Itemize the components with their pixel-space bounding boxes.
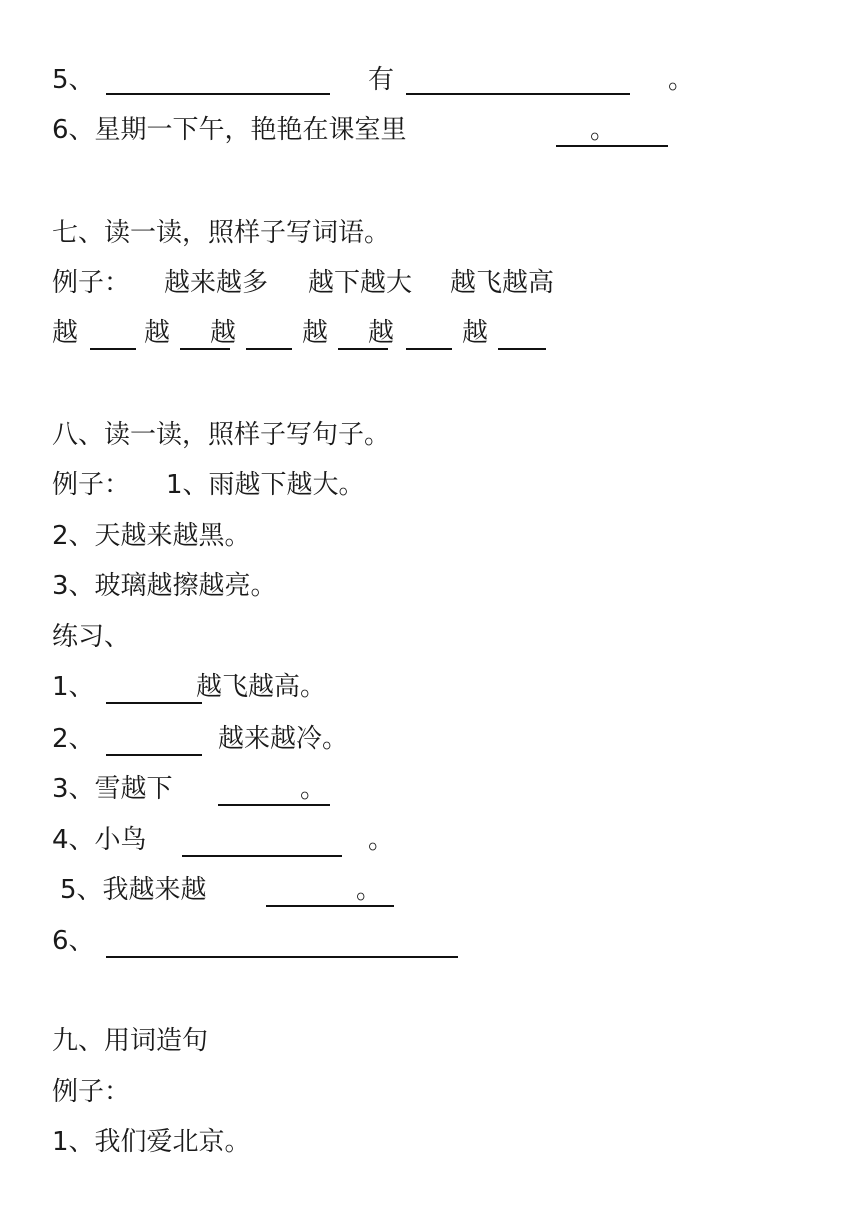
period: 。 <box>300 774 327 804</box>
sentence-text: 越飞越高。 <box>196 672 327 702</box>
example-word: 越来越多 <box>164 268 269 298</box>
section-7-blanks <box>52 313 752 353</box>
example-sentence: 1、我们爱北京。 <box>52 1127 251 1157</box>
blank[interactable] <box>106 754 202 756</box>
char-yue: 越 <box>144 318 171 348</box>
blank[interactable] <box>106 956 458 958</box>
practice-label: 练习、 <box>52 622 131 652</box>
char-yue: 越 <box>210 318 237 348</box>
blank[interactable] <box>106 93 330 95</box>
practice-1 <box>52 667 752 707</box>
blank[interactable] <box>498 348 546 350</box>
blank[interactable] <box>406 93 630 95</box>
example-label: 例子： <box>52 1077 131 1107</box>
line-5 <box>52 60 812 100</box>
char-yue: 越 <box>52 318 79 348</box>
sentence-text: 3、雪越下 <box>52 774 173 804</box>
section-8-example <box>52 465 752 505</box>
practice-4 <box>52 820 752 860</box>
sentence-text: 5、我越来越 <box>60 875 207 905</box>
item-number: 2、 <box>52 724 95 754</box>
period: 。 <box>668 65 695 95</box>
period: 。 <box>356 875 383 905</box>
sentence-text: 4、小鸟 <box>52 825 147 855</box>
item-number: 6、 <box>52 926 95 956</box>
period: 。 <box>368 825 395 855</box>
blank[interactable] <box>246 348 292 350</box>
example-sentence: 2、天越来越黑。 <box>52 521 251 551</box>
char-yue: 越 <box>302 318 329 348</box>
example-word: 越下越大 <box>308 268 413 298</box>
char-yue: 越 <box>462 318 489 348</box>
example-sentence: 3、玻璃越擦越亮。 <box>52 571 277 601</box>
blank[interactable] <box>106 702 202 704</box>
sentence-text: 6、星期一下午，艳艳在课室里 <box>52 115 407 145</box>
blank[interactable] <box>90 348 136 350</box>
period: 。 <box>590 115 617 145</box>
line-6 <box>52 110 812 150</box>
section-7-example <box>52 263 752 303</box>
example-word: 越飞越高 <box>450 268 555 298</box>
practice-3 <box>52 769 752 809</box>
practice-2 <box>52 719 752 759</box>
example-label: 例子： <box>52 470 131 500</box>
example-label: 例子： <box>52 268 131 298</box>
item-number: 5、 <box>52 65 95 95</box>
practice-6 <box>52 921 752 961</box>
blank[interactable] <box>182 855 342 857</box>
item-number: 1、 <box>52 672 95 702</box>
example-sentence: 1、雨越下越大。 <box>166 470 365 500</box>
section-7-heading: 七、读一读，照样子写词语。 <box>52 218 391 248</box>
practice-5 <box>52 870 752 910</box>
section-8-heading: 八、读一读，照样子写句子。 <box>52 420 391 450</box>
blank[interactable] <box>406 348 452 350</box>
word-you: 有 <box>368 65 395 95</box>
section-9-heading: 九、用词造句 <box>52 1026 209 1056</box>
char-yue: 越 <box>368 318 395 348</box>
sentence-text: 越来越冷。 <box>218 724 349 754</box>
